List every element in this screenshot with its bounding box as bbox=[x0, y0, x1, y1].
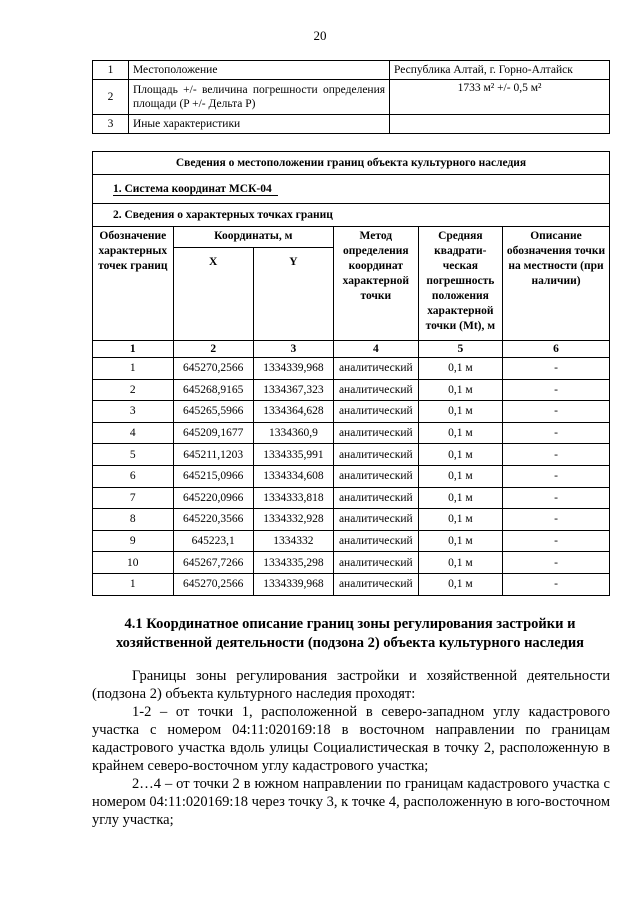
method: аналитический bbox=[333, 379, 418, 401]
error: 0,1 м bbox=[418, 422, 502, 444]
points-title: 2. Сведения о характерных точках границ bbox=[93, 204, 610, 227]
header-designation: Обозначение характерных точек границ bbox=[93, 227, 174, 341]
column-index: 6 bbox=[503, 341, 610, 358]
description: - bbox=[503, 573, 610, 595]
row-value bbox=[390, 115, 610, 134]
row-number: 3 bbox=[93, 115, 129, 134]
paragraph: 2…4 – от точки 2 в южном направлении по границам кадастрового участка с номером 04:11:020169:18 через точку 3, к точке 4, расположенную в юго-восточном углу участка; bbox=[92, 776, 610, 828]
coord-y: 1334335,991 bbox=[253, 444, 333, 466]
column-index: 2 bbox=[173, 341, 253, 358]
coord-x: 645209,1677 bbox=[173, 422, 253, 444]
table-row bbox=[93, 401, 610, 423]
row-label: Площадь +/- величина погрешности определения площади (P +/- Дельта P) bbox=[128, 80, 389, 115]
error: 0,1 м bbox=[418, 401, 502, 423]
table-row bbox=[93, 379, 610, 401]
point-id: 1 bbox=[93, 573, 174, 595]
coord-y: 1334335,298 bbox=[253, 552, 333, 574]
method: аналитический bbox=[333, 509, 418, 531]
table-row bbox=[93, 358, 610, 380]
coord-y: 1334339,968 bbox=[253, 358, 333, 380]
error: 0,1 м bbox=[418, 444, 502, 466]
coord-x: 645223,1 bbox=[173, 530, 253, 552]
point-id: 4 bbox=[93, 422, 174, 444]
point-id: 8 bbox=[93, 509, 174, 531]
section-heading: 4.1 Координатное описание границ зоны регулирования застройки и хозяйственной деятельности (подзона 2) объекта культурного наследия bbox=[115, 616, 585, 651]
description: - bbox=[503, 358, 610, 380]
error: 0,1 м bbox=[418, 530, 502, 552]
table-title-row bbox=[93, 175, 610, 204]
point-id: 2 bbox=[93, 379, 174, 401]
header-x: X bbox=[173, 248, 253, 341]
point-rows bbox=[93, 358, 610, 596]
point-id: 5 bbox=[93, 444, 174, 466]
description: - bbox=[503, 509, 610, 531]
description: - bbox=[503, 379, 610, 401]
column-index-row bbox=[93, 341, 610, 358]
table-row bbox=[93, 573, 610, 595]
coord-y: 1334332,928 bbox=[253, 509, 333, 531]
method: аналитический bbox=[333, 444, 418, 466]
method: аналитический bbox=[333, 358, 418, 380]
coordinate-system: 1. Система координат МСК-04 bbox=[113, 183, 278, 196]
point-id: 6 bbox=[93, 465, 174, 487]
object-info-table bbox=[92, 60, 610, 134]
column-index: 1 bbox=[93, 341, 174, 358]
description: - bbox=[503, 530, 610, 552]
section-title: Сведения о местоположении границ объекта культурного наследия bbox=[93, 152, 610, 175]
description: - bbox=[503, 552, 610, 574]
point-id: 3 bbox=[93, 401, 174, 423]
header-method: Метод определения координат характерной точки bbox=[333, 227, 418, 341]
point-id: 7 bbox=[93, 487, 174, 509]
coord-y: 1334333,818 bbox=[253, 487, 333, 509]
row-label: Иные характеристики bbox=[128, 115, 389, 134]
coord-x: 645220,0966 bbox=[173, 487, 253, 509]
coord-y: 1334367,323 bbox=[253, 379, 333, 401]
error: 0,1 м bbox=[418, 379, 502, 401]
header-row bbox=[93, 227, 610, 248]
table-row bbox=[93, 552, 610, 574]
column-index: 4 bbox=[333, 341, 418, 358]
point-id: 1 bbox=[93, 358, 174, 380]
coord-x: 645215,0966 bbox=[173, 465, 253, 487]
row-value: Республика Алтай, г. Горно-Алтайск bbox=[390, 61, 610, 80]
paragraph: Границы зоны регулирования застройки и хозяйственной деятельности (подзона 2) объекта культурного наследия проходят: bbox=[92, 668, 610, 702]
table-row bbox=[93, 444, 610, 466]
table-row bbox=[93, 465, 610, 487]
header-description: Описание обозначения точки на местности (при наличии) bbox=[503, 227, 610, 341]
row-value: 1733 м² +/- 0,5 м² bbox=[390, 80, 610, 115]
header-coordinates: Координаты, м bbox=[173, 227, 333, 248]
error: 0,1 м bbox=[418, 487, 502, 509]
method: аналитический bbox=[333, 487, 418, 509]
description: - bbox=[503, 422, 610, 444]
error: 0,1 м bbox=[418, 358, 502, 380]
table-row bbox=[93, 61, 610, 80]
table-row bbox=[93, 80, 610, 115]
error: 0,1 м bbox=[418, 573, 502, 595]
table-row bbox=[93, 530, 610, 552]
coord-y: 1334334,608 bbox=[253, 465, 333, 487]
table-row bbox=[93, 487, 610, 509]
header-y: Y bbox=[253, 248, 333, 341]
error: 0,1 м bbox=[418, 465, 502, 487]
coord-x: 645270,2566 bbox=[173, 358, 253, 380]
coord-x: 645211,1203 bbox=[173, 444, 253, 466]
boundary-points-table bbox=[92, 151, 610, 596]
description: - bbox=[503, 487, 610, 509]
coord-y: 1334339,968 bbox=[253, 573, 333, 595]
method: аналитический bbox=[333, 401, 418, 423]
error: 0,1 м bbox=[418, 509, 502, 531]
description: - bbox=[503, 465, 610, 487]
coord-x: 645265,5966 bbox=[173, 401, 253, 423]
table-row bbox=[93, 509, 610, 531]
row-number: 2 bbox=[93, 80, 129, 115]
coord-x: 645267,7266 bbox=[173, 552, 253, 574]
page-number: 20 bbox=[313, 28, 327, 43]
coord-x: 645220,3566 bbox=[173, 509, 253, 531]
point-id: 9 bbox=[93, 530, 174, 552]
coord-y: 1334360,9 bbox=[253, 422, 333, 444]
paragraph: 1-2 – от точки 1, расположенной в северо-западном углу кадастрового участка с номером 04:11:020169:18 в восточном направлении по границам кадастрового участка вдоль улицы Социалистическая в точку 2, расположенную в крайнем северо-восточном углу кадастрового участка; bbox=[92, 704, 610, 774]
method: аналитический bbox=[333, 573, 418, 595]
method: аналитический bbox=[333, 552, 418, 574]
table-title-row bbox=[93, 152, 610, 175]
coord-x: 645270,2566 bbox=[173, 573, 253, 595]
table-row bbox=[93, 422, 610, 444]
row-label: Местоположение bbox=[128, 61, 389, 80]
header-error: Средняя квадрати-ческая погрешность положения характерной точки (Mt), м bbox=[418, 227, 502, 341]
coord-y: 1334332 bbox=[253, 530, 333, 552]
row-number: 1 bbox=[93, 61, 129, 80]
column-index: 5 bbox=[418, 341, 502, 358]
table-title-row bbox=[93, 204, 610, 227]
description: - bbox=[503, 444, 610, 466]
method: аналитический bbox=[333, 530, 418, 552]
table-row bbox=[93, 115, 610, 134]
method: аналитический bbox=[333, 422, 418, 444]
column-index: 3 bbox=[253, 341, 333, 358]
coord-x: 645268,9165 bbox=[173, 379, 253, 401]
error: 0,1 м bbox=[418, 552, 502, 574]
coord-y: 1334364,628 bbox=[253, 401, 333, 423]
point-id: 10 bbox=[93, 552, 174, 574]
method: аналитический bbox=[333, 465, 418, 487]
description: - bbox=[503, 401, 610, 423]
